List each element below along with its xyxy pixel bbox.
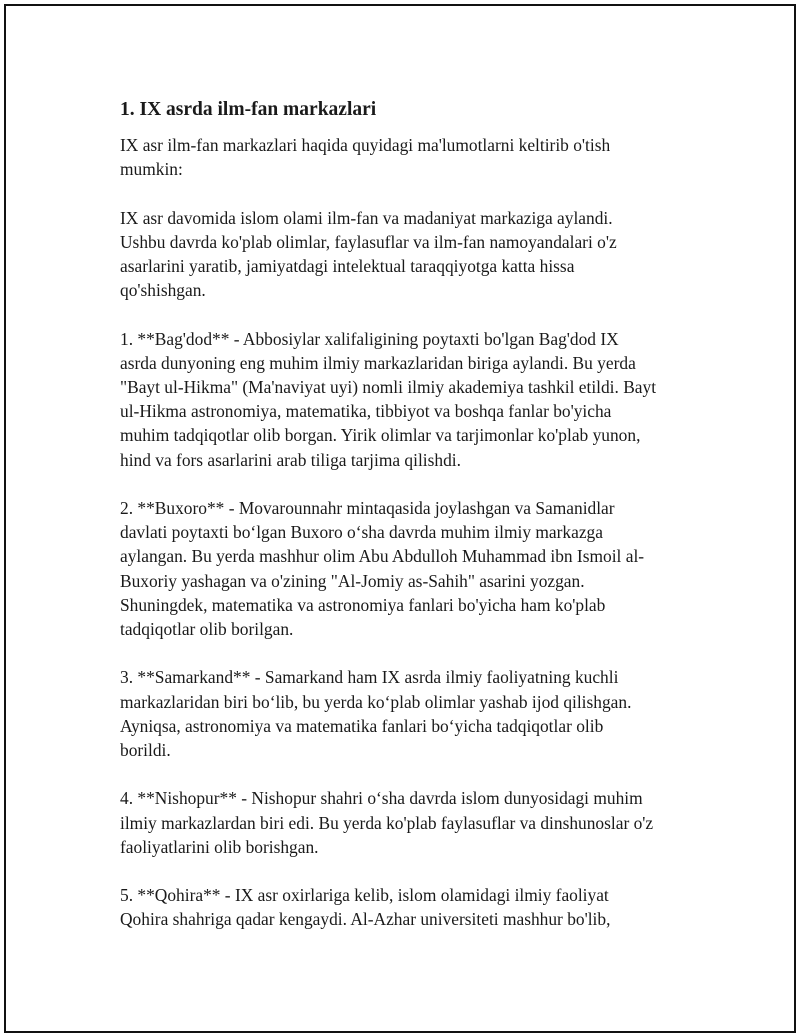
list-item-cairo: 5. **Qohira** - IX asr oxirlariga kelib, islom olamidagi ilmiy faoliyat Qohira shahriga qadar kengaydi. Al-Azhar universiteti mashhur bo'lib, [120, 885, 611, 930]
overview-paragraph: IX asr davomida islom olami ilm-fan va madaniyat markaziga aylandi. Ushbu davrda ko'plab olimlar, faylasuflar va ilm-fan namoyandalari o'z asarlarini yaratib, jamiyatdagi intelektual taraqqiyotga katta hissa qo'shishgan. [120, 207, 617, 301]
document-content [120, 98, 680, 956]
list-item-baghdad: 1. **Bag'dod** - Abbosiylar xalifaligining poytaxti bo'lgan Bag'dod IX asrda dunyoning eng muhim ilmiy markazlaridan biriga aylandi. Bu yerda "Bayt ul-Hikma" (Ma'naviyat uyi) nomli ilmiy akademiya tashkil etildi. Bayt ul-Hikma astronomiya, matematika, tibbiyot va boshqa fanlar bo'yicha muhim tadqiqotlar olib borgan. Yirik olimlar va tarjimonlar ko'plab yunon, hind va fors asarlarini arab tiliga tarjima qilishdi. [120, 328, 657, 470]
document-page [4, 4, 796, 1033]
list-item-nishapur: 4. **Nishopur** - Nishopur shahri o‘sha davrda islom dunyosidagi muhim ilmiy markazlardan biri edi. Bu yerda ko'plab faylasuflar va dinshunoslar o'z faoliyatlarini olib borishgan. [120, 788, 654, 857]
intro-paragraph: IX asr ilm-fan markazlari haqida quyidagi ma'lumotlarni keltirib o'tish mumkin: [120, 135, 611, 180]
list-item-samarkand: 3. **Samarkand** - Samarkand ham IX asrda ilmiy faoliyatning kuchli markazlaridan biri bo‘lib, bu yerda ko‘plab olimlar yashab ijod qilishgan. Ayniqsa, astronomiya va matematika fanlari bo‘yicha tadqiqotlar olib borildi. [120, 667, 632, 761]
section-heading: 1. IX asrda ilm-fan markazlari [120, 99, 377, 120]
list-item-bukhara: 2. **Buxoro** - Movarounnahr mintaqasida joylashgan va Samanidlar davlati poytaxti bo‘lgan Buxoro o‘sha davrda muhim ilmiy markazga aylangan. Bu yerda mashhur olim Abu Abdulloh Muhammad ibn Ismoil al- Buxoriy yashagan va o'zining "Al-Jomiy as-Sahih" asarini yozgan. Shuningdek, matematika va astronomiya fanlari bo'yicha ham ko'plab tadqiqotlar olib borilgan. [120, 498, 645, 640]
